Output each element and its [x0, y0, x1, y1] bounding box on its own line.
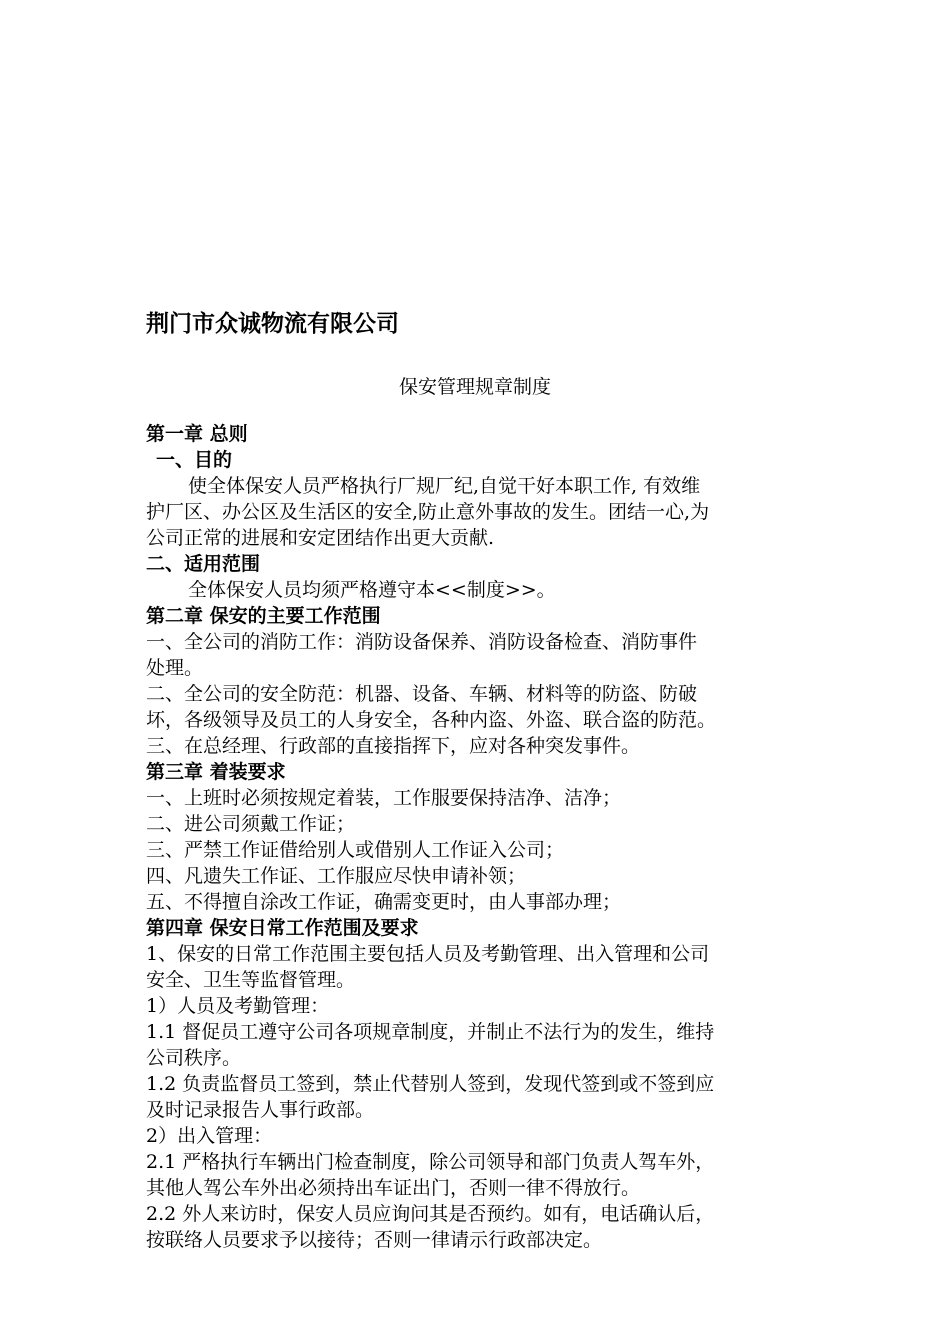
chapter-3-line: 五、不得擅自涂改工作证，确需变更时，由人事部办理； [146, 891, 622, 913]
chapter-2-heading: 第二章 保安的主要工作范围 [146, 605, 381, 627]
chapter-2-line: 三、在总经理、行政部的直接指挥下，应对各种突发事件。 [146, 735, 641, 757]
chapter-2-line: 处理。 [146, 657, 204, 679]
purpose-heading: 一、目的 [156, 449, 233, 471]
chapter-3-heading: 第三章 着装要求 [146, 761, 286, 783]
chapter-4-line: 1.2 负责监督员工签到，禁止代替别人签到，发现代签到或不签到应 [146, 1073, 715, 1095]
chapter-3-line: 三、严禁工作证借给别人或借别人工作证入公司； [146, 839, 565, 861]
chapter-4-line: 及时记录报告人事行政部。 [146, 1099, 375, 1121]
company-name: 荆门市众诚物流有限公司 [146, 311, 399, 337]
chapter-3-line: 四、凡遗失工作证、工作服应尽快申请补领； [146, 865, 527, 887]
scope-line: 全体保安人员均须严格遵守本<<制度>>。 [188, 579, 556, 601]
chapter-3-line: 二、进公司须戴工作证； [146, 813, 356, 835]
purpose-line: 使全体保安人员严格执行厂规厂纪,自觉干好本职工作, 有效维 [188, 475, 701, 497]
chapter-2-line: 二、全公司的安全防范：机器、设备、车辆、材料等的防盗、防破 [146, 683, 698, 705]
chapter-4-line: 1）人员及考勤管理： [146, 995, 330, 1017]
chapter-2-line: 坏，各级领导及员工的人身安全，各种内盗、外盗、联合盗的防范。 [146, 709, 717, 731]
chapter-4-line: 2.2 外人来访时，保安人员应询问其是否预约。如有，电话确认后， [146, 1203, 715, 1225]
chapter-4-line: 1、保安的日常工作范围主要包括人员及考勤管理、出入管理和公司 [146, 943, 710, 965]
chapter-4-line: 公司秩序。 [146, 1047, 242, 1069]
chapter-3-line: 一、上班时必须按规定着装，工作服要保持洁净、洁净； [146, 787, 622, 809]
chapter-4-heading: 第四章 保安日常工作范围及要求 [146, 917, 419, 939]
purpose-line: 公司正常的进展和安定团结作出更大贡献. [146, 527, 495, 549]
purpose-line: 护厂区、办公区及生活区的安全,防止意外事故的发生。团结一心,为 [146, 501, 710, 523]
chapter-4-line: 2）出入管理： [146, 1125, 273, 1147]
chapter-2-line: 一、全公司的消防工作：消防设备保养、消防设备检查、消防事件 [146, 631, 698, 653]
scope-heading: 二、适用范围 [146, 553, 261, 575]
chapter-1-heading: 第一章 总则 [146, 423, 248, 445]
chapter-4-line: 安全、卫生等监督管理。 [146, 969, 356, 991]
chapter-4-line: 1.1 督促员工遵守公司各项规章制度，并制止不法行为的发生，维持 [146, 1021, 715, 1043]
document-body [146, 421, 806, 1253]
chapter-4-line: 按联络人员要求予以接待；否则一律请示行政部决定。 [146, 1229, 603, 1251]
chapter-4-line: 其他人驾公车外出必须持出车证出门，否则一律不得放行。 [146, 1177, 641, 1199]
chapter-4-line: 2.1 严格执行车辆出门检查制度，除公司领导和部门负责人驾车外， [146, 1151, 715, 1173]
document-title: 保安管理规章制度 [398, 376, 551, 398]
